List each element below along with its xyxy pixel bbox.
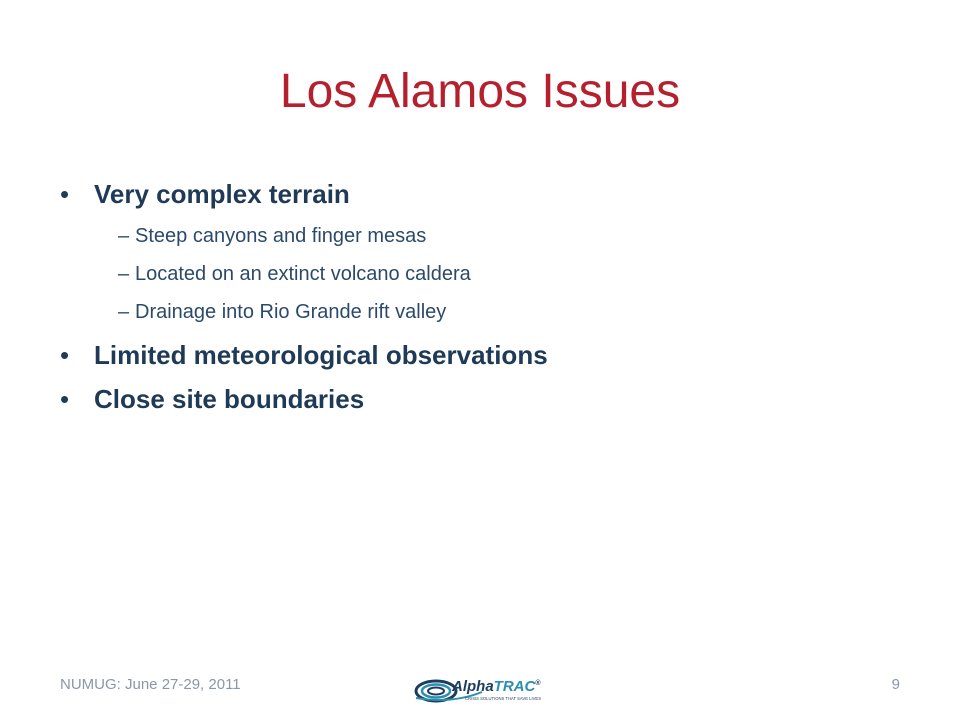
bullet-text: Limited meteorological observations <box>94 340 548 370</box>
alphatrac-logo <box>412 670 560 710</box>
logo-wordmark-alpha: Alpha <box>452 678 494 695</box>
slide-title: Los Alamos Issues <box>279 65 681 118</box>
svg-text:AlphaTRAC® <box>451 678 541 695</box>
bullet-text: Close site boundaries <box>94 384 365 414</box>
sub-bullet-dash: – <box>118 301 130 323</box>
logo-tagline: CRISIS SOLUTIONS THAT SAVE LIVES <box>465 696 542 701</box>
page-number: 9 <box>891 676 900 693</box>
sub-bullet-text: Located on an extinct volcano caldera <box>135 263 471 285</box>
bullet-dot: • <box>60 340 70 370</box>
sub-bullet-text: Steep canyons and finger mesas <box>135 225 427 247</box>
sub-bullet-text: Drainage into Rio Grande rift valley <box>135 301 447 323</box>
sub-bullet-dash: – <box>118 263 130 285</box>
logo-registered-mark: ® <box>535 680 541 687</box>
sub-bullet-dash: – <box>118 225 130 247</box>
bullet-dot: • <box>60 179 70 209</box>
logo-wordmark-trac: TRAC <box>493 678 536 695</box>
bullet-text: Very complex terrain <box>94 179 350 209</box>
bullet-dot: • <box>60 384 70 414</box>
footer-date: NUMUG: June 27-29, 2011 <box>60 676 241 693</box>
